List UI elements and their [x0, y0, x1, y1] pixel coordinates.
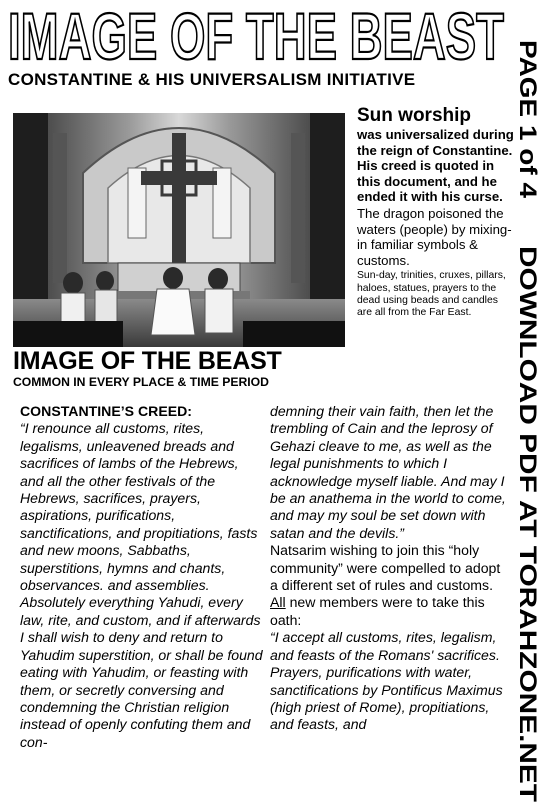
side-small-text: Sun-day, trinities, cruxes, pillars, haloes, statues, prayers to the dead using beads and candles are all from the Far East.: [357, 270, 506, 318]
column-left: [20, 403, 264, 751]
download-label: DOWNLOAD PDF AT TORAHZONE.NET: [514, 246, 541, 694]
para-underlined: All: [270, 594, 286, 611]
column-right: [270, 403, 510, 734]
caption-subline: COMMON IN EVERY PLACE & TIME PERIOD: [13, 375, 269, 389]
para-after: new members were to take this oath:: [270, 594, 485, 628]
page-label: PAGE 1 of 4: [514, 40, 541, 176]
side-lead: Sun worship: [357, 105, 471, 126]
title-text: IMAGE OF THE BEAST: [8, 2, 504, 66]
page-title: [4, 2, 508, 66]
vertical-banner: [508, 0, 546, 812]
church-interior-photo: [13, 113, 345, 347]
natsarim-paragraph: [270, 542, 510, 629]
side-normal-text: The dragon poisoned the waters (people) by mixing-in familiar symbols & customs.: [357, 205, 512, 268]
creed-quote-continued: demning their vain faith, then let the trembling of Cain and the leprosy of Gehazi cleave to me, as well as the legal punishments to which I acknowledge myself liable. And may I be an anathema in the world to come, and may my soul be set down with satan and the devils.”: [270, 403, 506, 541]
caption-headline: IMAGE OF THE BEAST: [13, 347, 282, 375]
subtitle: CONSTANTINE & HIS UNIVERSALISM INITIATIVE: [8, 70, 416, 89]
sidebar-text: [357, 105, 515, 319]
creed-quote: “I renounce all customs, rites, legalisms, unleavened breads and sacrifices of lambs of the Hebrews, and all the other festivals of the Hebrews, sacrifices, prayers, aspirations, purifications, sanctifications, and propitiations, fasts and new moons, Sabbaths, superstitions, hymns and chants, observances. and assemblies. Absolutely everything Yahudi, every law, rite, and custom, and if afterwards I shall wish to deny and return to Yahudim superstition, or shall be found eating with Yahudim, or feasting with them, or secretly conversing and condemning the Christian religion instead of openly confuting them and con-: [20, 420, 263, 750]
oath-quote: “I accept all customs, rites, legalism, and feasts of the Romans' sacrifices. Prayers, purifications with water, sanctifications by Pontificus Maximus (high priest of Rome), propitiations, and feasts, and: [270, 629, 503, 733]
para-before: Natsarim wishing to join this “holy community” were compelled to adopt a different set of rules and customs.: [270, 542, 501, 594]
side-bold-text: was universalized during the reign of Constantine. His creed is quoted in this document, and he ended it with his curse.: [357, 127, 514, 205]
creed-heading: CONSTANTINE’S CREED:: [20, 403, 193, 419]
